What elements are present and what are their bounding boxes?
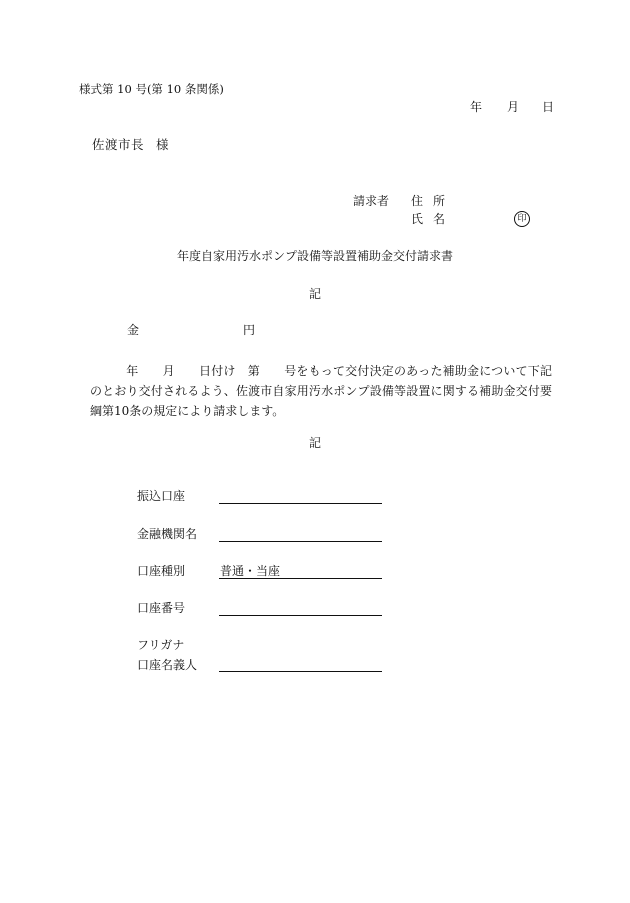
name-label [411, 213, 445, 225]
request-body [90, 361, 552, 421]
ki-heading-1: 記 [308, 287, 321, 301]
addressee-name: 佐渡市長 [92, 137, 145, 152]
address-label-b: 所 [433, 194, 446, 208]
body-rest: 号をもって交付決定のあった補助金について下記のとおり交付されるよう、佐渡市自家用汚水ポンプ設備等設置に関する補助金交付要綱第10条の規定により請求します。 [90, 364, 552, 418]
furigana-label: フリガナ [137, 638, 185, 652]
date-year-label: 年 [470, 100, 483, 114]
account-holder-line[interactable] [219, 671, 382, 672]
account-number-line[interactable] [219, 615, 382, 616]
body-year: 年 [126, 364, 139, 378]
body-month: 月 [162, 364, 175, 378]
name-label-a: 氏 [411, 212, 424, 226]
address-label-a: 住 [411, 194, 424, 208]
account-type-line[interactable] [219, 578, 382, 579]
claimant-label: 請求者 [353, 194, 390, 208]
transfer-account-line[interactable] [219, 503, 382, 504]
bank-name-line[interactable] [219, 541, 382, 542]
date-day-label: 日 [542, 100, 555, 114]
amount-label: 金 [127, 323, 140, 337]
document-title: 年度自家用汚水ポンプ設備等設置補助金交付請求書 [176, 249, 453, 263]
account-number-label: 口座番号 [137, 601, 186, 615]
bank-name-label: 金融機関名 [137, 527, 198, 541]
amount-unit: 円 [243, 323, 256, 337]
body-day-part: 日付け 第 [198, 364, 260, 378]
address-label [411, 195, 445, 207]
account-holder-label: 口座名義人 [137, 658, 198, 672]
addressee-honorific: 様 [156, 137, 170, 152]
form-number: 様式第 10 号(第 10 条関係) [79, 82, 224, 96]
name-label-b: 名 [433, 212, 446, 226]
transfer-account-label: 振込口座 [137, 489, 186, 503]
date-month-label: 月 [507, 100, 520, 114]
account-type-label: 口座種別 [137, 564, 186, 578]
addressee [92, 139, 169, 152]
account-type-value: 普通・当座 [220, 564, 281, 578]
ki-heading-2: 記 [308, 436, 321, 450]
seal-mark: 印 [514, 211, 530, 227]
